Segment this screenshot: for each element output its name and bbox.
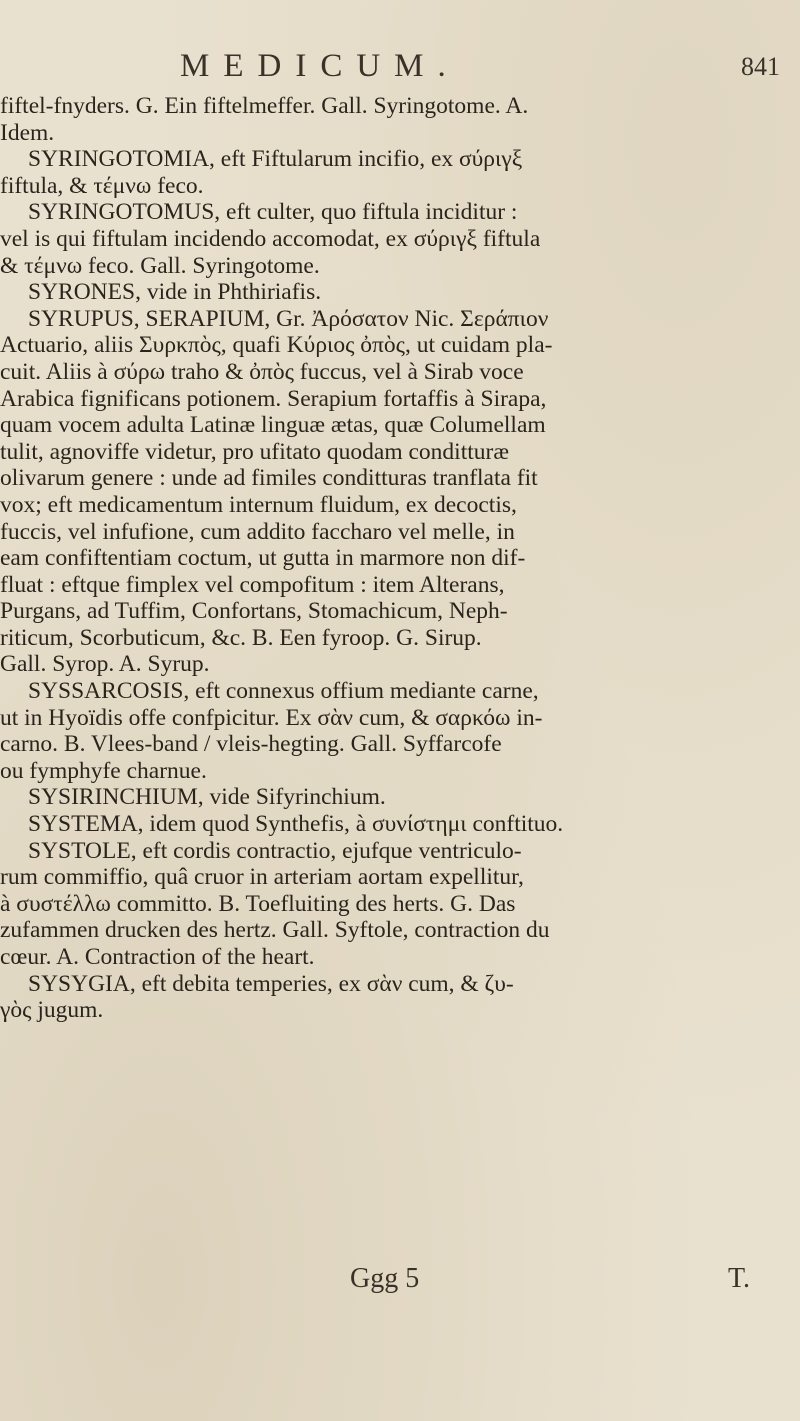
text-line: fluat : eftque fimplex vel compofitum : item Alterans,: [0, 571, 505, 598]
text-line: γὸς jugum.: [0, 997, 104, 1024]
catchword: T.: [728, 1263, 751, 1294]
entry-headword-line: SYSYGIA, eft debita temperies, ex σὰν cum, & ζυ-: [28, 970, 514, 997]
page-header: [0, 48, 800, 88]
text-line: Purgans, ad Tuffim, Confortans, Stomachicum, Neph-: [0, 598, 508, 625]
entry-headword-line: SYSSARCOSIS, eft connexus offium mediante carne,: [28, 678, 539, 705]
text-line: vox; eft medicamentum internum fluidum, ex decoctis,: [0, 491, 517, 518]
text-line: ut in Hyoïdis offe confpicitur. Ex σὰν cum, & σαρκόω in-: [0, 704, 543, 731]
text-line: carno. B. Vlees-band / vleis-hegting. Gall. Syffarcofe: [0, 731, 502, 758]
entry-headword-line: SYRUPUS, SERAPIUM, Gr. Ἀρόσατον Nic. Σεράπιον: [28, 305, 549, 332]
text-line: tulit, agnoviffe videtur, pro ufitato quodam conditturæ: [0, 438, 510, 465]
dictionary-text: [0, 93, 790, 1024]
entry-headword-line: SYRINGOTOMIA, eft Fiftularum incifio, ex σύριγξ: [28, 146, 523, 173]
text-line: & τέμνω feco. Gall. Syringotome.: [0, 252, 320, 279]
entry-headword-line: SYRONES, vide in Phthiriafis.: [28, 279, 322, 306]
text-line: riticum, Scorbuticum, &c. B. Een fyroop. G. Sirup.: [0, 624, 482, 651]
entry-headword-line: SYSTEMA, idem quod Synthefis, à συνίστημι conftituo.: [28, 811, 564, 838]
text-line: Idem.: [0, 119, 55, 146]
text-line: olivarum genere : unde ad fimiles conditturas tranflata fit: [0, 465, 538, 492]
signature-mark: Ggg 5: [350, 1263, 420, 1294]
page-number: 841: [741, 52, 780, 81]
text-line: zufammen drucken des hertz. Gall. Syftole, contraction du: [0, 917, 550, 944]
text-line: ou fymphyfe charnue.: [0, 757, 207, 784]
text-line: rum commiffio, quâ cruor in arteriam aortam expellitur,: [0, 864, 524, 891]
text-line: fiftel-fnyders. G. Ein fiftelmeffer. Gall. Syringotome. A.: [0, 93, 529, 119]
page-footer: [0, 1263, 800, 1303]
text-line: cœur. A. Contraction of the heart.: [0, 944, 315, 970]
text-line: vel is qui fiftulam incidendo accomodat, ex σύριγξ fiftula: [0, 225, 541, 252]
entry-headword-line: SYSTOLE, eft cordis contractio, ejufque ventriculo-: [28, 837, 522, 864]
running-head: MEDICUM.: [180, 48, 460, 84]
text-line: à συστέλλω committo. B. Toefluiting des herts. G. Das: [0, 890, 516, 917]
text-line: Actuario, aliis Συρκπὸς, quafi Κύριος ὀπὸς, ut cuidam pla-: [0, 332, 553, 359]
text-line: quam vocem adulta Latinæ linguæ ætas, quæ Columellam: [0, 412, 546, 439]
text-line: eam confiftentiam coctum, ut gutta in marmore non dif-: [0, 545, 526, 572]
entry-headword-line: SYRINGOTOMUS, eft culter, quo fiftula inciditur :: [28, 199, 518, 226]
entry-headword-line: SYSIRINCHIUM, vide Sifyrinchium.: [28, 784, 386, 811]
text-line: Gall. Syrop. A. Syrup.: [0, 651, 210, 678]
text-line: fiftula, & τέμνω feco.: [0, 172, 204, 199]
text-line: cuit. Aliis à σύρω traho & ὀπὸς fuccus, vel à Sirab voce: [0, 358, 524, 385]
text-line: Arabica fignificans potionem. Serapium fortaffis à Sirapa,: [0, 385, 547, 412]
text-line: fuccis, vel infufione, cum addito faccharo vel melle, in: [0, 518, 515, 545]
